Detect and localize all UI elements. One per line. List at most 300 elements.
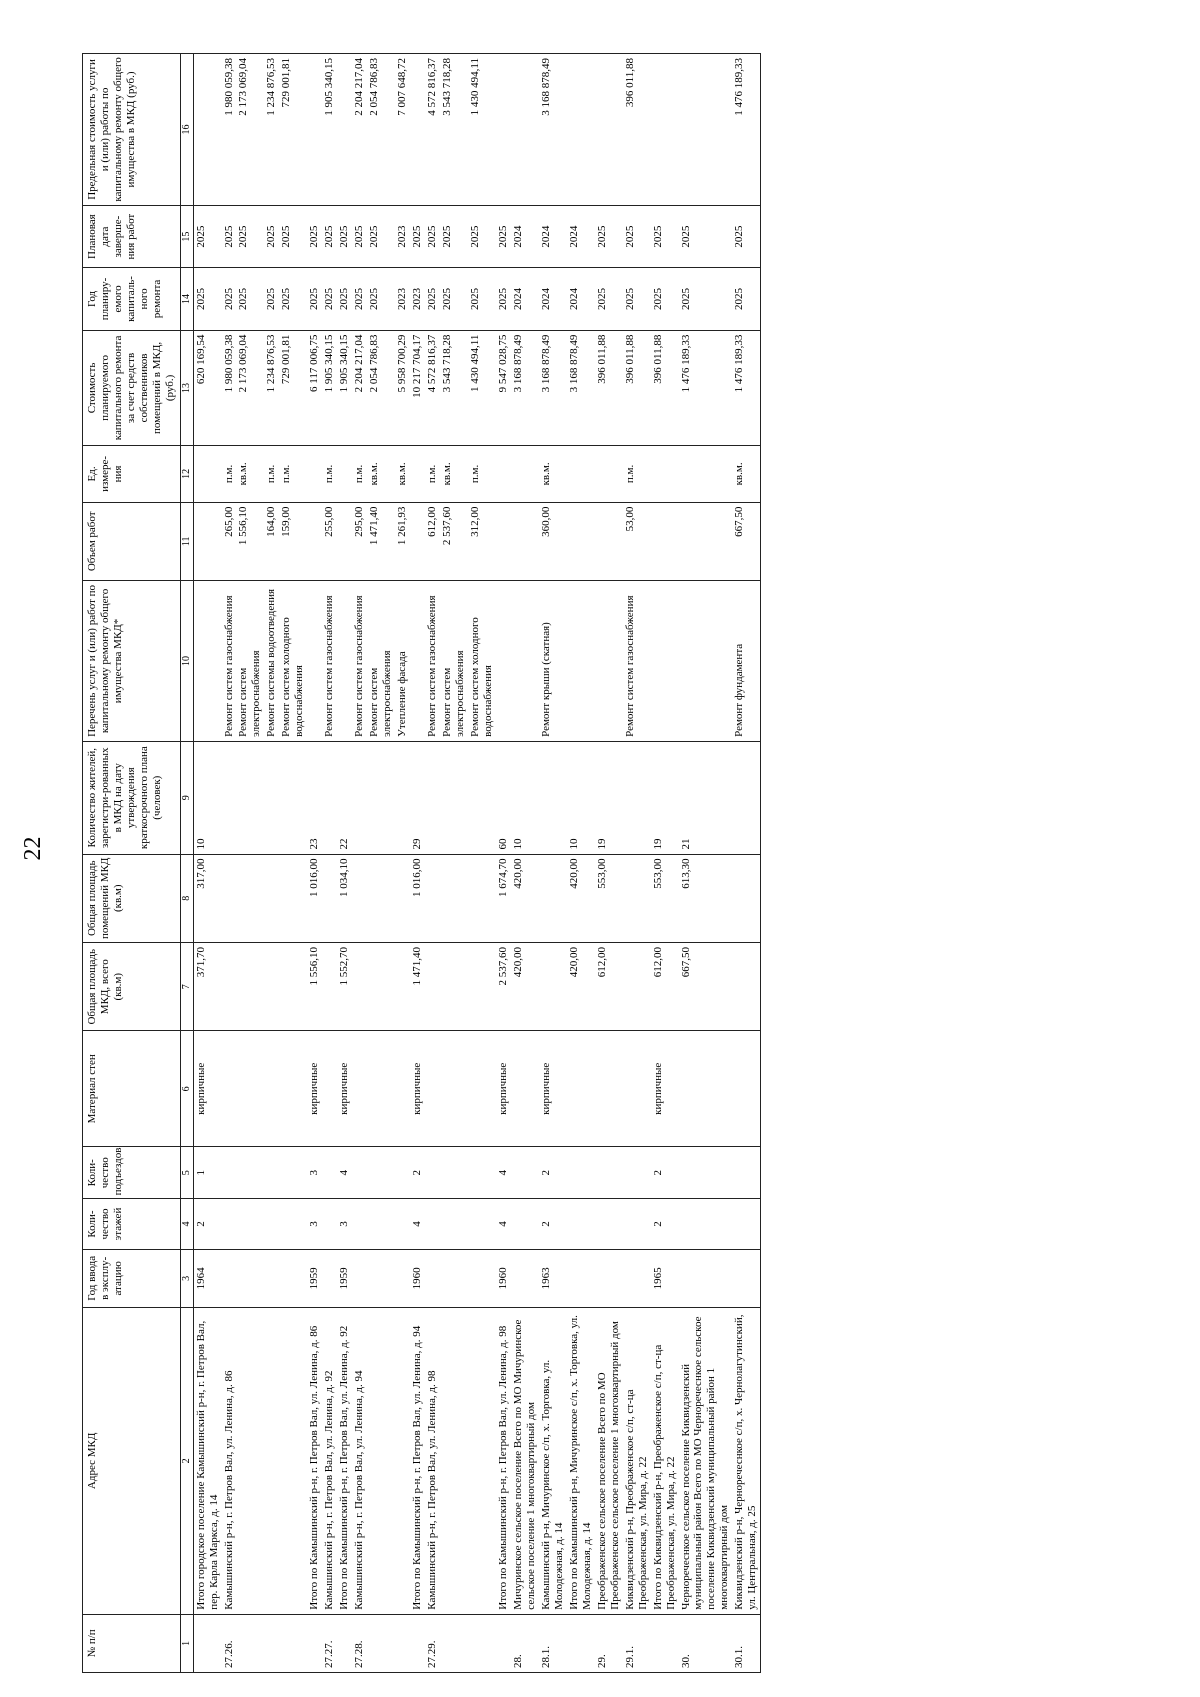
table-cell: 2025	[352, 205, 367, 267]
table-cell	[468, 1147, 496, 1199]
table-row	[425, 54, 440, 1673]
table-cell	[222, 1147, 237, 1199]
table-cell	[651, 1614, 679, 1672]
table-cell	[322, 943, 337, 1031]
table-cell	[511, 1249, 539, 1307]
table-cell: 2025	[679, 268, 733, 330]
header-row	[83, 54, 181, 1673]
table-cell	[511, 446, 539, 502]
table-row	[732, 54, 760, 1673]
table-cell	[367, 1307, 395, 1614]
table-cell: Итого городское поселение Камышинский р-н, г. Петров Вал, пер. Карла Маркса, д. 14	[193, 1307, 221, 1614]
table-cell	[468, 943, 496, 1031]
column-number: 12	[180, 446, 193, 502]
column-header: № п/п	[83, 1614, 181, 1672]
column-header: Предельная стоимость услуги и (или) работы по капитальному ремонту общего имущества в МКД (руб.)	[83, 54, 181, 206]
table-cell: 1960	[496, 1249, 511, 1307]
table-cell	[279, 1199, 307, 1249]
column-number: 7	[180, 943, 193, 1031]
table-cell	[651, 446, 679, 502]
table-cell	[236, 1307, 264, 1614]
table-cell: 2025	[337, 205, 352, 267]
table-cell	[367, 854, 395, 942]
table-cell: п.м.	[322, 446, 337, 502]
table-cell: 2 537,60	[496, 943, 511, 1031]
table-cell: п.м.	[623, 446, 651, 502]
table-cell	[567, 1147, 595, 1199]
table-cell: 612,00	[651, 943, 679, 1031]
table-cell: 2025	[732, 268, 760, 330]
table-cell	[468, 1031, 496, 1147]
table-cell: п.м.	[425, 446, 440, 502]
column-header: Общая площадь МКД, всего (кв.м)	[83, 943, 181, 1031]
table-cell	[367, 1199, 395, 1249]
table-cell: 553,00	[595, 854, 623, 942]
table-cell	[732, 1249, 760, 1307]
table-cell: 3 543 718,28	[440, 330, 468, 446]
table-cell: кирпичные	[307, 1031, 322, 1147]
table-cell	[567, 1249, 595, 1307]
table-cell	[222, 1031, 237, 1147]
table-cell	[595, 502, 623, 580]
table-cell: 2	[651, 1199, 679, 1249]
table-cell	[222, 854, 237, 942]
table-cell: Ремонт систем холодного водоснабжения	[279, 581, 307, 742]
table-cell	[352, 1031, 367, 1147]
table-cell: 1 905 340,15	[322, 330, 337, 446]
table-cell: 1963	[539, 1249, 567, 1307]
table-cell: 2025	[651, 205, 679, 267]
table-cell: 2025	[425, 205, 440, 267]
table-cell: 2025	[496, 268, 511, 330]
table-cell	[623, 854, 651, 942]
table-cell: 3	[307, 1199, 322, 1249]
table-cell: 2025	[279, 205, 307, 267]
table-cell: Итого по Камышинский р-н, г. Петров Вал, ул. Ленина, д. 94	[410, 1307, 425, 1614]
table-cell: 2023	[395, 205, 410, 267]
table-cell: 420,00	[511, 943, 539, 1031]
table-cell: 1 674,70	[496, 854, 511, 942]
table-cell: 1965	[651, 1249, 679, 1307]
column-header: Перечень услуг и (или) работ по капитальному ремонту общего имущества МКД*	[83, 581, 181, 742]
table-cell: 3 168 878,49	[567, 330, 595, 446]
table-cell: 60	[496, 741, 511, 854]
table-cell: кирпичные	[651, 1031, 679, 1147]
table-cell: п.м.	[468, 446, 496, 502]
table-cell	[496, 581, 511, 742]
table-cell	[337, 502, 352, 580]
table-cell	[222, 943, 237, 1031]
table-cell: 2025	[595, 205, 623, 267]
table-cell: Итого по Киквидзенский р-н, Преображенское с/п, ст-ца Преображенская, ул. Мира, д. 22	[651, 1307, 679, 1614]
table-cell: 1	[193, 1147, 221, 1199]
table-cell: 1 016,00	[307, 854, 322, 942]
table-cell	[567, 1199, 595, 1249]
table-cell: 159,00	[279, 502, 307, 580]
table-cell	[595, 54, 623, 206]
table-cell: Камышинский р-н, г. Петров Вал, ул. Ленина, д. 94	[352, 1307, 367, 1614]
table-row	[440, 54, 468, 1673]
table-cell: Итого по Камышинский р-н, г. Петров Вал, ул. Ленина, д. 98	[496, 1307, 511, 1614]
table-cell: 2025	[496, 205, 511, 267]
table-cell: 553,00	[651, 854, 679, 942]
table-row	[468, 54, 496, 1673]
column-number: 4	[180, 1199, 193, 1249]
table-cell: 1 471,40	[410, 943, 425, 1031]
table-cell: 10	[511, 741, 539, 854]
table-cell: 1959	[337, 1249, 352, 1307]
table-cell: 2	[539, 1199, 567, 1249]
table-cell: кв.м.	[367, 446, 395, 502]
table-cell	[193, 1614, 221, 1672]
table-cell	[567, 446, 595, 502]
table-cell: Камышинский р-н, Мичуринское с/п, х. Торговка, ул. Молодежная, д. 14	[539, 1307, 567, 1614]
column-number: 10	[180, 581, 193, 742]
table-cell: кирпичные	[539, 1031, 567, 1147]
table-cell: 2025	[322, 268, 337, 330]
table-cell	[222, 1199, 237, 1249]
table-cell	[367, 1614, 395, 1672]
table-cell: 2025	[410, 205, 425, 267]
table-cell: 2	[539, 1147, 567, 1199]
table-cell: 2 054 786,83	[367, 54, 395, 206]
table-cell: 2025	[595, 268, 623, 330]
table-cell	[440, 1614, 468, 1672]
table-cell	[236, 741, 264, 854]
table-cell	[425, 741, 440, 854]
table-cell	[679, 1147, 733, 1199]
table-cell	[651, 502, 679, 580]
table-cell: 1 016,00	[410, 854, 425, 942]
table-cell: кирпичные	[410, 1031, 425, 1147]
table-cell: 3 168 878,49	[539, 330, 567, 446]
table-cell	[732, 741, 760, 854]
table-cell	[732, 854, 760, 942]
table-cell: 2025	[732, 205, 760, 267]
table-cell: 2025	[236, 268, 264, 330]
table-cell	[367, 943, 395, 1031]
table-row	[337, 54, 352, 1673]
table-cell	[567, 581, 595, 742]
table-cell	[264, 1249, 279, 1307]
table-cell	[567, 502, 595, 580]
table-cell	[193, 581, 221, 742]
table-cell: 2025	[440, 205, 468, 267]
table-cell	[352, 741, 367, 854]
table-cell: 2 204 217,04	[352, 330, 367, 446]
table-cell: 2024	[511, 268, 539, 330]
table-cell	[511, 54, 539, 206]
table-cell: 612,00	[425, 502, 440, 580]
table-cell: 4	[496, 1147, 511, 1199]
column-number: 11	[180, 502, 193, 580]
table-cell: 27.27.	[322, 1614, 337, 1672]
table-cell: 667,50	[732, 502, 760, 580]
table-cell	[352, 943, 367, 1031]
table-cell	[511, 1031, 539, 1147]
table-cell: 2025	[236, 205, 264, 267]
table-cell: 1 980 059,38	[222, 54, 237, 206]
table-cell	[425, 854, 440, 942]
table-cell: 22	[337, 741, 352, 854]
table-cell	[352, 1199, 367, 1249]
table-cell	[279, 1147, 307, 1199]
table-cell: Утепление фасада	[395, 581, 410, 742]
table-cell	[236, 854, 264, 942]
table-row	[322, 54, 337, 1673]
table-cell: 2025	[337, 268, 352, 330]
table-cell: 2025	[307, 205, 322, 267]
table-cell	[367, 741, 395, 854]
table-cell: 2025	[440, 268, 468, 330]
table-cell	[595, 1249, 623, 1307]
table-cell: 2 173 069,04	[236, 330, 264, 446]
table-cell	[511, 581, 539, 742]
table-cell: кирпичные	[496, 1031, 511, 1147]
column-header: Материал стен	[83, 1031, 181, 1147]
table-cell: 2025	[623, 205, 651, 267]
table-cell: 2025	[193, 268, 221, 330]
table-cell: Киквидзенский р-н, Черноречеснкое с/п, х. Чернолагутинский, ул. Центральная, д. 25	[732, 1307, 760, 1614]
table-cell	[732, 1147, 760, 1199]
table-cell: кв.м.	[440, 446, 468, 502]
table-cell	[468, 1307, 496, 1614]
table-cell	[395, 1614, 410, 1672]
table-cell: 2025	[679, 205, 733, 267]
table-cell: 1 476 189,33	[679, 330, 733, 446]
table-cell	[496, 1614, 511, 1672]
table-cell: 1964	[193, 1249, 221, 1307]
table-cell	[236, 1199, 264, 1249]
table-cell: 1 034,10	[337, 854, 352, 942]
table-cell	[623, 1249, 651, 1307]
table-cell	[307, 1614, 322, 1672]
table-cell	[322, 1031, 337, 1147]
table-cell	[222, 1249, 237, 1307]
table-cell: кв.м.	[236, 446, 264, 502]
table-cell	[307, 446, 322, 502]
table-cell: Ремонт систем холодного водоснабжения	[468, 581, 496, 742]
table-cell	[193, 54, 221, 206]
table-cell: Камышинский р-н, г. Петров Вал, ул. Ленина, д. 98	[425, 1307, 440, 1614]
column-header: Год ввода в эксплу-атацию	[83, 1249, 181, 1307]
table-cell	[410, 54, 425, 206]
table-cell	[279, 1249, 307, 1307]
table-row	[567, 54, 595, 1673]
table-cell	[468, 1249, 496, 1307]
table-row	[222, 54, 237, 1673]
table-cell: 1 476 189,33	[732, 54, 760, 206]
table-cell	[496, 502, 511, 580]
table-cell	[595, 1031, 623, 1147]
table-cell	[468, 741, 496, 854]
table-cell	[279, 741, 307, 854]
table-row	[511, 54, 539, 1673]
table-cell: 2025	[651, 268, 679, 330]
table-cell	[595, 581, 623, 742]
table-cell	[307, 581, 322, 742]
table-cell: 620 169,54	[193, 330, 221, 446]
table-cell: Ремонт систем газоснабжения	[623, 581, 651, 742]
table-cell: 396 011,88	[651, 330, 679, 446]
table-cell: 28.	[511, 1614, 539, 1672]
table-cell: 2025	[468, 268, 496, 330]
table-cell	[679, 1031, 733, 1147]
column-header: Стоимость планируемого капитального ремонта за счет средств собственников помещений в МКД, (руб.)	[83, 330, 181, 446]
table-cell: 729 001,81	[279, 54, 307, 206]
table-cell: 255,00	[322, 502, 337, 580]
table-row	[395, 54, 410, 1673]
table-cell: 1 556,10	[307, 943, 322, 1031]
column-number: 13	[180, 330, 193, 446]
table-cell: 4	[337, 1147, 352, 1199]
table-row	[651, 54, 679, 1673]
column-number: 1	[180, 1614, 193, 1672]
table-cell	[193, 502, 221, 580]
table-cell: 2025	[425, 268, 440, 330]
table-cell	[410, 1614, 425, 1672]
table-cell	[337, 1614, 352, 1672]
table-cell	[732, 1031, 760, 1147]
table-cell	[623, 1199, 651, 1249]
table-cell: п.м.	[279, 446, 307, 502]
table-row	[623, 54, 651, 1673]
table-cell: 2025	[322, 205, 337, 267]
table-cell	[264, 854, 279, 942]
table-cell	[425, 1031, 440, 1147]
table-cell: 1 980 059,38	[222, 330, 237, 446]
table-cell	[322, 854, 337, 942]
table-cell	[264, 1307, 279, 1614]
table-cell	[395, 1147, 410, 1199]
table-cell: Ремонт фундамента	[732, 581, 760, 742]
table-cell: п.м.	[222, 446, 237, 502]
table-cell	[679, 446, 733, 502]
table-cell: 420,00	[567, 943, 595, 1031]
table-cell: 2023	[410, 268, 425, 330]
table-cell	[279, 1614, 307, 1672]
table-cell: Ремонт систем газоснабжения	[322, 581, 337, 742]
table-row	[367, 54, 395, 1673]
table-cell	[511, 1147, 539, 1199]
table-cell	[732, 1199, 760, 1249]
table-cell	[337, 54, 352, 206]
table-cell: 2025	[193, 205, 221, 267]
table-cell: 2 054 786,83	[367, 330, 395, 446]
table-cell: 4	[496, 1199, 511, 1249]
table-cell: 6 117 006,75	[307, 330, 322, 446]
table-cell	[279, 943, 307, 1031]
table-cell: Ремонт систем газоснабжения	[425, 581, 440, 742]
table-cell: 1 556,10	[236, 502, 264, 580]
table-cell	[440, 1147, 468, 1199]
table-row	[539, 54, 567, 1673]
table-cell	[440, 1031, 468, 1147]
table-cell: 1 430 494,11	[468, 330, 496, 446]
table-cell	[264, 1614, 279, 1672]
table-cell	[367, 1031, 395, 1147]
table-cell	[395, 943, 410, 1031]
table-cell: 667,50	[679, 943, 733, 1031]
table-cell	[322, 741, 337, 854]
table-cell: 396 011,88	[623, 330, 651, 446]
table-cell	[236, 1249, 264, 1307]
table-cell	[567, 1031, 595, 1147]
table-cell	[539, 943, 567, 1031]
table-cell	[367, 1147, 395, 1199]
column-number: 2	[180, 1307, 193, 1614]
table-cell: Ремонт крыши (скатная)	[539, 581, 567, 742]
table-cell	[440, 1249, 468, 1307]
table-cell: 27.29.	[425, 1614, 440, 1672]
table-cell	[236, 1147, 264, 1199]
table-cell: 19	[651, 741, 679, 854]
table-cell: 1 471,40	[367, 502, 395, 580]
table-cell: 2025	[279, 268, 307, 330]
table-cell: Черноречеснкое сельское поселение Киквидзенский муниципальный район Всего по МО Черноречеснкое сельское поселение Киквидзенский муниципальный район 1 многоквартирный дом	[679, 1307, 733, 1614]
table-cell: 360,00	[539, 502, 567, 580]
table-cell: 312,00	[468, 502, 496, 580]
table-cell	[264, 741, 279, 854]
table-cell: Киквидзенский р-н, Преображенское с/п, ст-ца Преображенская, ул. Мира, д. 22	[623, 1307, 651, 1614]
table-cell	[679, 581, 733, 742]
table-cell: 317,00	[193, 854, 221, 942]
table-cell: 53,00	[623, 502, 651, 580]
table-cell	[496, 54, 511, 206]
column-number: 8	[180, 854, 193, 942]
table-cell	[395, 1249, 410, 1307]
table-cell	[651, 54, 679, 206]
table-cell	[395, 741, 410, 854]
table-cell: 1 234 876,53	[264, 330, 279, 446]
table-cell: 5 958 700,29	[395, 330, 410, 446]
table-cell	[440, 1199, 468, 1249]
table-cell	[236, 1614, 264, 1672]
table-cell	[425, 1249, 440, 1307]
column-header: Объем работ	[83, 502, 181, 580]
table-cell	[425, 1199, 440, 1249]
table-cell: кв.м.	[395, 446, 410, 502]
table-cell	[511, 502, 539, 580]
table-cell	[279, 1307, 307, 1614]
column-header: Общая площадь помещений МКД (кв.м)	[83, 854, 181, 942]
table-cell	[264, 943, 279, 1031]
table-cell: 3 543 718,28	[440, 54, 468, 206]
table-cell	[395, 1199, 410, 1249]
page-number: 22	[20, 836, 46, 861]
table-cell	[623, 1031, 651, 1147]
table-cell: 3	[337, 1199, 352, 1249]
table-cell	[193, 446, 221, 502]
table-cell: 10	[193, 741, 221, 854]
table-cell: 3	[307, 1147, 322, 1199]
column-header: Адрес МКД	[83, 1307, 181, 1614]
table-cell: 2024	[539, 268, 567, 330]
table-cell: 2025	[468, 205, 496, 267]
table-cell: 2024	[539, 205, 567, 267]
table-cell	[425, 1147, 440, 1199]
table-cell: 2025	[222, 268, 237, 330]
table-cell	[679, 1249, 733, 1307]
table-cell: Итого по Камышинский р-н, Мичуринское с/п, х. Торговка, ул. Молодежная, д. 14	[567, 1307, 595, 1614]
table-cell: Преображенское сельское поселение Всего по МО Преображенское сельское поселение 1 многоквартирный дом	[595, 1307, 623, 1614]
table-cell	[322, 1147, 337, 1199]
column-header: Коли-чество подъездов	[83, 1147, 181, 1199]
table-cell	[352, 1249, 367, 1307]
table-cell: 2024	[511, 205, 539, 267]
table-cell: 28.1.	[539, 1614, 567, 1672]
column-number-row	[180, 54, 193, 1673]
